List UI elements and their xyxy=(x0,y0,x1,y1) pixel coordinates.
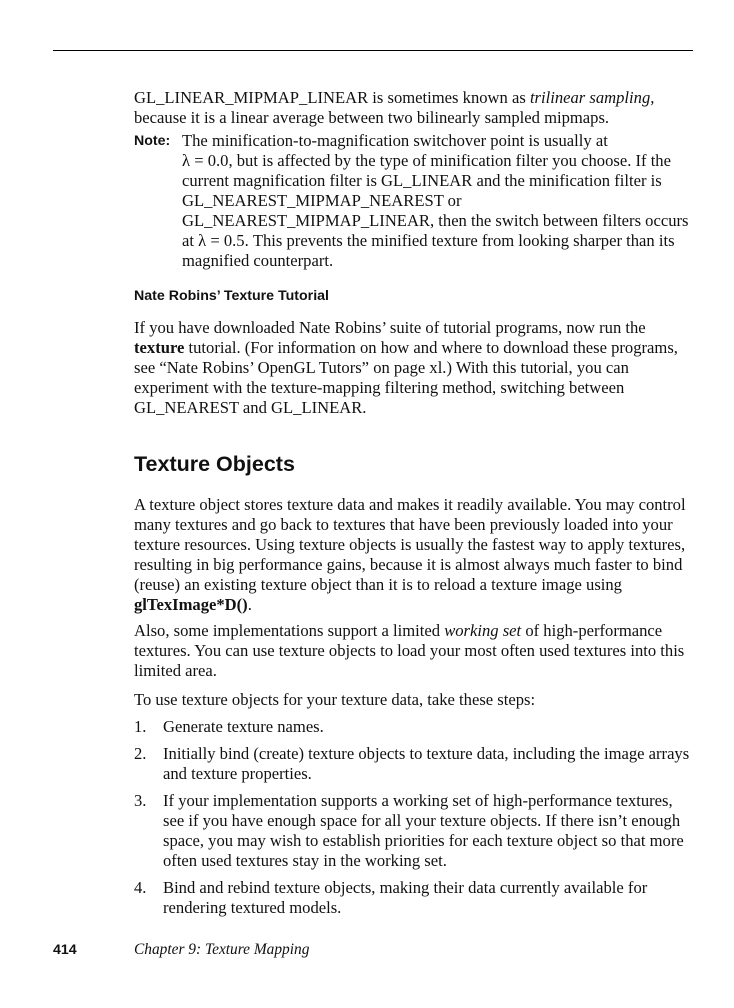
list-item xyxy=(134,744,694,784)
list-item-text: Initially bind (create) texture objects to texture data, including the image arrays and texture properties. xyxy=(163,744,690,783)
list-item-text: Generate texture names. xyxy=(163,717,324,736)
list-item-number: 3. xyxy=(134,791,147,810)
tutorial-paragraph xyxy=(134,318,694,418)
section-text-end: . xyxy=(247,595,252,614)
section-text: A texture object stores texture data and makes it readily available. You may control many textures and go back to textures that have been previously loaded into your texture resources. Using texture objects is usually the fastest way to apply textures, resulting in big performance gains, because it is almost always much faster to bind (reuse) an existing texture object than it is to reload a texture image using xyxy=(134,495,686,594)
section-p2-text: Also, some implementations support a limited xyxy=(134,621,445,640)
list-item xyxy=(134,717,694,737)
list-item-number: 4. xyxy=(134,878,147,897)
tutorial-text-end: tutorial. (For information on how and where to download these programs, see “Nate Robins’ OpenGL Tutors” on page xl.) With this tutorial, you can experiment with the texture-mapping filtering method, switching between GL_NEAREST and GL_LINEAR. xyxy=(134,338,678,417)
section-paragraph-1 xyxy=(134,495,694,615)
section-p2-text-end: of high-performance textures. You can use texture objects to load your most often used textures into this limited area. xyxy=(134,621,685,680)
tutorial-heading: Nate Robins’ Texture Tutorial xyxy=(134,288,329,304)
list-item xyxy=(134,878,694,918)
tutorial-text: If you have downloaded Nate Robins’ suite of tutorial programs, now run the xyxy=(134,318,646,337)
note-line-first: The minification-to-magnification switchover point is usually at xyxy=(182,131,608,150)
running-footer-chapter: Chapter 9: Texture Mapping xyxy=(134,941,310,958)
section-paragraph-2 xyxy=(134,621,694,681)
note-body: λ = 0.0, but is affected by the type of minification filter you choose. If the current magnification filter is GL_LINEAR and the minification filter is GL_NEAREST_MIPMAP_NEAREST or GL_NEAREST_MIPMAP_LINEAR, then the switch between filters occurs at λ = 0.5. This prevents the minified texture from looking sharper than its magnified counterpart. xyxy=(182,151,689,270)
list-item-text: Bind and rebind texture objects, making their data currently available for rendering textured models. xyxy=(163,878,648,917)
intro-text-end: because it is a linear average between two bilinearly sampled mipmaps. xyxy=(134,108,610,127)
list-item xyxy=(134,791,694,871)
list-item-text: If your implementation supports a working set of high-performance textures, see if you have enough space for all your texture objects. If there isn’t enough space, you may wish to establish priorities for each texture object so that more often used textures stay in the working set. xyxy=(163,791,684,870)
working-set-term: working set xyxy=(444,621,522,640)
intro-paragraph xyxy=(134,88,694,128)
texture-program-name: texture xyxy=(134,338,185,357)
page-number: 414 xyxy=(53,942,77,958)
steps-list xyxy=(134,717,694,918)
function-name: glTexImage*D() xyxy=(134,595,248,614)
list-item-number: 1. xyxy=(134,717,147,736)
list-item-number: 2. xyxy=(134,744,147,763)
intro-text: GL_LINEAR_MIPMAP_LINEAR is sometimes known as xyxy=(134,88,530,107)
note-block xyxy=(134,131,694,271)
note-label: Note: xyxy=(134,133,171,149)
header-rule xyxy=(53,50,693,51)
section-heading: Texture Objects xyxy=(134,452,295,476)
section-paragraph-3: To use texture objects for your texture data, take these steps: xyxy=(134,690,536,709)
trilinear-term: trilinear sampling, xyxy=(529,88,655,107)
